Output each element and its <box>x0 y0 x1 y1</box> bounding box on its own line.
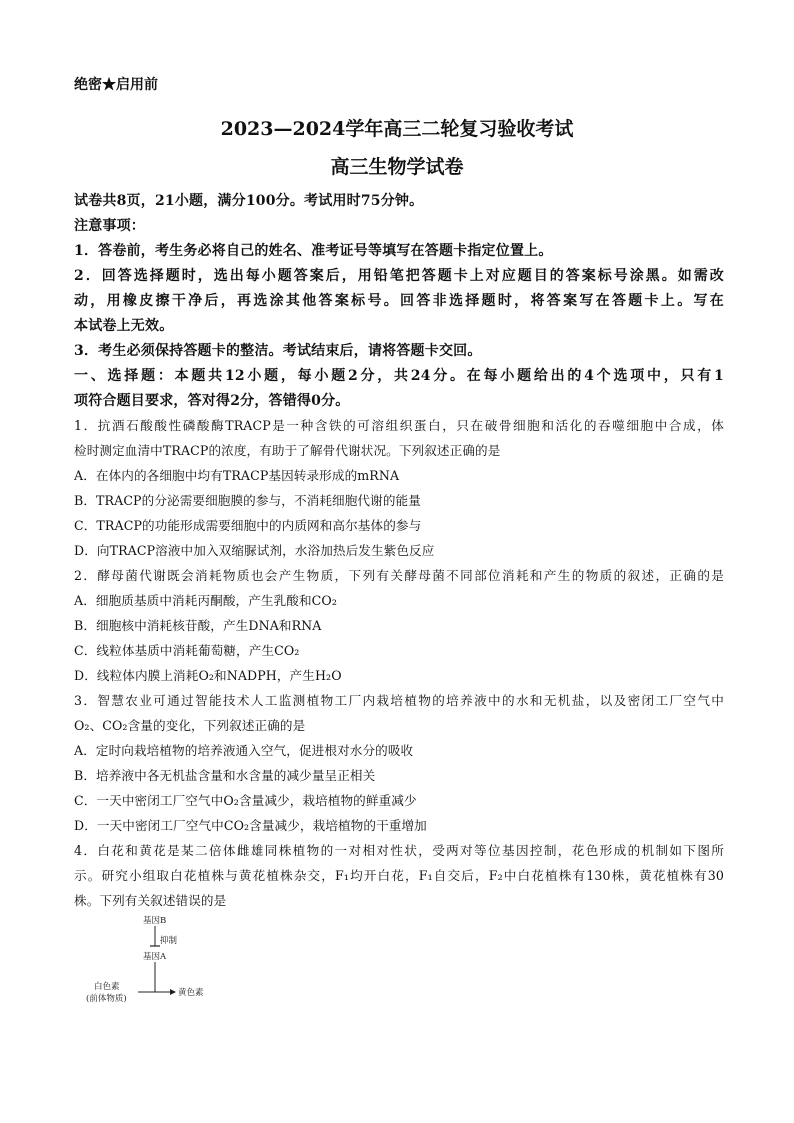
exam-title: 2023—2024学年高三二轮复习验收考试 <box>220 118 574 140</box>
question-1-option-d: D．向TRACP溶液中加入双缩脲试剂，水浴加热后发生紫色反应 <box>74 543 435 558</box>
section-1-heading-line-2: 项符合题目要求，答对得2分，答错得0分。 <box>74 393 350 409</box>
question-3-option-b: B．培养液中各无机盐含量和水含量的减少量呈正相关 <box>74 768 376 783</box>
question-3-option-d: D．一天中密闭工厂空气中CO₂含量减少，栽培植物的干重增加 <box>74 818 427 833</box>
section-1-heading-line-1: 一、选择题：本题共12小题，每小题2分，共24分。在每小题给出的4个选项中，只有1 <box>74 368 724 384</box>
flower-color-mechanism-diagram <box>80 912 230 1004</box>
question-2-stem: 2．酵母菌代谢既会消耗物质也会产生物质，下列有关酵母菌不同部位消耗和产生的物质的叙述，正确的是 <box>74 568 724 583</box>
inhibit-label: 抑制 <box>160 936 178 946</box>
note-item-2-line-1: 2．回答选择题时，选出每小题答案后，用铅笔把答题卡上对应题目的答案标号涂黑。如需改 <box>74 268 724 284</box>
gene-b-label: 基因B <box>143 916 167 926</box>
precursor-label: (前体物质) <box>86 994 127 1004</box>
exam-subtitle: 高三生物学试卷 <box>330 156 464 178</box>
question-2-option-a: A．细胞质基质中消耗丙酮酸，产生乳酸和CO₂ <box>74 593 337 608</box>
note-item-2-line-2: 动，用橡皮擦干净后，再选涂其他答案标号。回答非选择题时，将答案写在答题卡上。写在 <box>74 293 724 309</box>
question-3-stem-line-1: 3．智慧农业可通过智能技术人工监测植物工厂内栽培植物的培养液中的水和无机盐，以及密闭工厂空气中 <box>74 693 724 708</box>
question-1-option-c: C．TRACP的功能形成需要细胞中的内质网和高尔基体的参与 <box>74 518 422 533</box>
question-1-option-b: B．TRACP的分泌需要细胞膜的参与，不消耗细胞代谢的能量 <box>74 493 421 508</box>
white-pigment-label: 白色素 <box>94 982 120 992</box>
note-item-3: 3．考生必须保持答题卡的整洁。考试结束后，请将答题卡交回。 <box>74 343 482 359</box>
question-3-option-a: A．定时向栽培植物的培养液通入空气，促进根对水分的吸收 <box>74 743 414 758</box>
question-1-option-a: A．在体内的各细胞中均有TRACP基因转录形成的mRNA <box>74 468 400 483</box>
question-4-stem-line-2: 示。研究小组取白花植株与黄花植株杂交，F₁均开白花，F₁自交后，F₂中白花植株有130株，黄花植株有30 <box>74 868 724 883</box>
yellow-pigment-label: 黄色素 <box>178 988 204 998</box>
gene-a-label: 基因A <box>143 952 167 962</box>
note-item-2-line-3: 本试卷上无效。 <box>74 318 174 334</box>
confidential-label: 绝密★启用前 <box>74 77 158 93</box>
exam-info: 试卷共8页，21小题，满分100分。考试用时75分钟。 <box>74 193 424 209</box>
question-3-stem-line-2: O₂、CO₂含量的变化，下列叙述正确的是 <box>74 718 306 733</box>
question-3-option-c: C．一天中密闭工厂空气中O₂含量减少，栽培植物的鲜重减少 <box>74 793 417 808</box>
question-2-option-d: D．线粒体内膜上消耗O₂和NADPH，产生H₂O <box>74 668 342 683</box>
question-4-stem-line-1: 4．白花和黄花是某二倍体雌雄同株植物的一对相对性状，受两对等位基因控制，花色形成的机制如下图所 <box>74 843 724 858</box>
question-4-stem-line-3: 株。下列有关叙述错误的是 <box>74 893 227 908</box>
question-1-stem-line-2: 检时测定血清中TRACP的浓度，有助于了解骨代谢状况。下列叙述正确的是 <box>74 443 501 458</box>
question-1-stem-line-1: 1．抗酒石酸酸性磷酸酶TRACP是一种含铁的可溶组织蛋白，只在破骨细胞和活化的吞噬细胞中合成，体 <box>74 418 724 433</box>
question-2-option-b: B．细胞核中消耗核苷酸，产生DNA和RNA <box>74 618 322 633</box>
question-2-option-c: C．线粒体基质中消耗葡萄糖，产生CO₂ <box>74 643 300 658</box>
notes-heading: 注意事项： <box>74 218 145 234</box>
note-item-1: 1．答卷前，考生务必将自己的姓名、准考证号等填写在答题卡指定位置上。 <box>74 243 553 259</box>
